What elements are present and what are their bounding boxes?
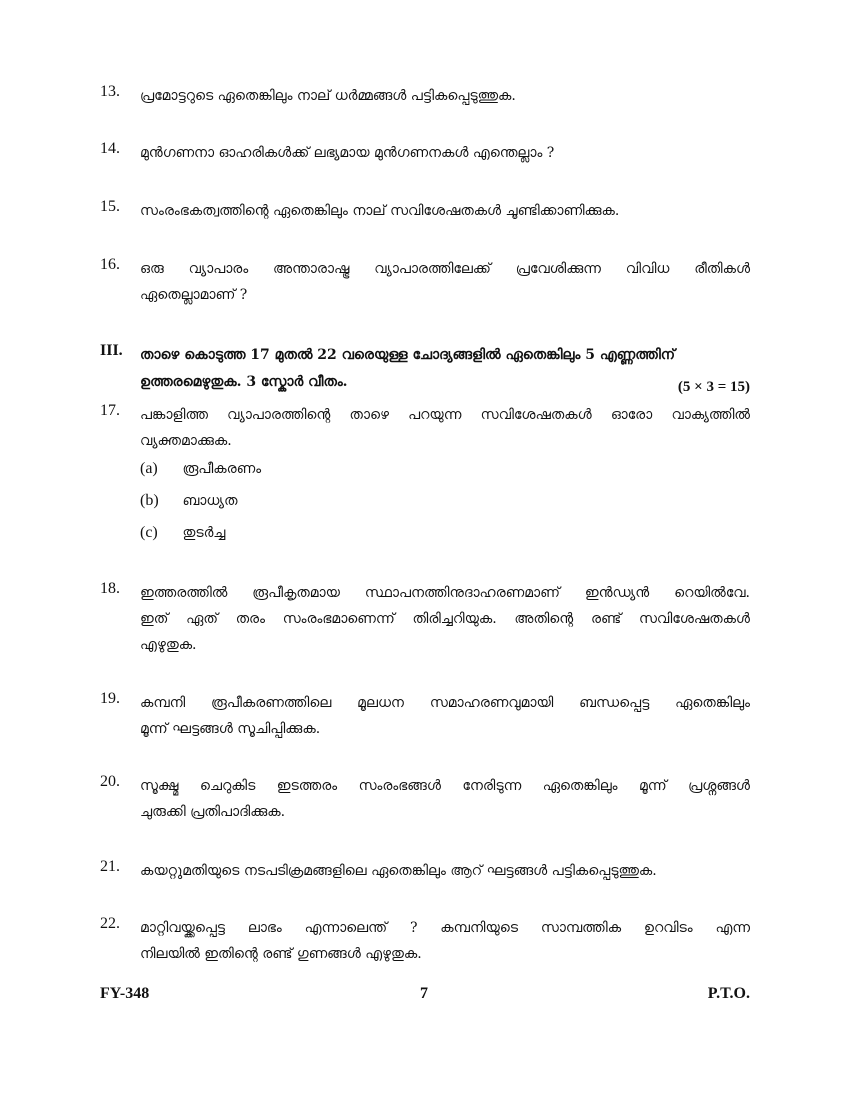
question-13	[100, 83, 750, 109]
question-text-line-1: ഇത്തരത്തിൽ രൂപീകൃതമായ സ്ഥാപനത്തിനുദാഹരണമാണ് ഇൻഡ്യൻ റെയിൽവേ.	[140, 585, 750, 601]
pto-label: P.T.O.	[707, 985, 750, 1002]
question-text-line-3: എഴുതുക.	[140, 637, 197, 653]
question-19	[100, 690, 750, 742]
question-text-line-1: പങ്കാളിത്ത വ്യാപാരത്തിന്റെ താഴെ പറയുന്ന സവിശേഷതകൾ ഓരോ വാക്യത്തിൽ	[140, 407, 750, 423]
question-text-line-2: നിലയിൽ ഇതിന്റെ രണ്ട് ഗുണങ്ങൾ എഴുതുക.	[140, 946, 422, 962]
question-number: 16.	[100, 256, 120, 273]
question-number: 17.	[100, 402, 120, 419]
section-number: III.	[100, 342, 123, 359]
question-text-line-2: മൂന്ന് ഘട്ടങ്ങൾ സൂചിപ്പിക്കുക.	[140, 721, 321, 737]
question-text: പ്രമോട്ടറുടെ ഏതെങ്കിലും നാല് ധർമ്മങ്ങൾ പട്ടികപ്പെടുത്തുക.	[140, 88, 516, 104]
section-marks: (5 × 3 = 15)	[677, 379, 750, 395]
question-text-line-1: ഒരു വ്യാപാരം അന്താരാഷ്ട്ര വ്യാപാരത്തിലേക്ക് പ്രവേശിക്കുന്ന വിവിധ രീതികൾ	[140, 261, 750, 277]
question-number: 19.	[100, 690, 120, 707]
question-14	[100, 140, 750, 166]
question-number: 18.	[100, 580, 120, 597]
question-16	[100, 256, 750, 308]
option-text: രൂപീകരണം	[182, 461, 262, 477]
option-b	[140, 492, 237, 510]
paper-code: FY-348	[100, 985, 150, 1002]
question-text: സംരംഭകത്വത്തിന്റെ ഏതെങ്കിലും നാല് സവിശേഷതകൾ ചൂണ്ടിക്കാണിക്കുക.	[140, 203, 620, 219]
question-number: 20.	[100, 773, 120, 790]
question-text: മുൻഗണനാ ഓഹരികൾക്ക് ലഭ്യമായ മുൻഗണനകൾ എന്തെല്ലാം ?	[140, 145, 555, 161]
option-text: ബാധ്യത	[182, 493, 238, 509]
question-18	[100, 580, 750, 658]
option-a	[140, 460, 261, 478]
question-number: 13.	[100, 83, 120, 100]
option-label: (a)	[140, 460, 158, 477]
question-text-line-2: ഏതെല്ലാമാണ് ?	[140, 287, 248, 303]
question-text-line-1: കമ്പനി രൂപീകരണത്തിലെ മൂലധന സമാഹരണവുമായി ബന്ധപ്പെട്ട ഏതെങ്കിലും	[140, 695, 750, 711]
section-instruction-line-2: ഉത്തരമെഴുതുക. 3 സ്കോർ വീതം.	[140, 374, 348, 390]
question-number: 15.	[100, 198, 120, 215]
question-20	[100, 773, 750, 825]
question-text-line-2: ചുരുക്കി പ്രതിപാദിക്കുക.	[140, 804, 286, 820]
question-15	[100, 198, 750, 224]
question-text-line-2: ഇത് ഏത് തരം സംരംഭമാണെന്ന് തിരിച്ചറിയുക. അതിന്റെ രണ്ട് സവിശേഷതകൾ	[140, 611, 750, 627]
question-text-line-2: വ്യക്തമാക്കുക.	[140, 433, 232, 449]
question-number: 21.	[100, 858, 120, 875]
section-3-instructions	[100, 342, 750, 396]
question-text-line-1: മാറ്റിവയ്ക്കപ്പെട്ട ലാഭം എന്നാലെന്ത് ? കമ്പനിയുടെ സാമ്പത്തിക ഉറവിടം എന്ന	[140, 920, 750, 936]
option-text: തുടർച്ച	[182, 525, 226, 541]
question-text: കയറ്റുമതിയുടെ നടപടിക്രമങ്ങളിലെ ഏതെങ്കിലും ആറ് ഘട്ടങ്ങൾ പട്ടികപ്പെടുത്തുക.	[140, 863, 657, 879]
option-c	[140, 524, 225, 542]
question-text-line-1: സൂക്ഷ്മ ചെറുകിട ഇടത്തരം സംരംഭങ്ങൾ നേരിടുന്ന ഏതെങ്കിലും മൂന്ന് പ്രശ്നങ്ങൾ	[140, 778, 750, 794]
question-22	[100, 915, 750, 967]
question-17	[100, 402, 750, 454]
question-number: 14.	[100, 140, 120, 157]
option-label: (c)	[140, 524, 158, 541]
option-label: (b)	[140, 492, 159, 509]
section-instruction-line-1: താഴെ കൊടുത്ത 17 മുതൽ 22 വരെയുള്ള ചോദ്യങ്ങളിൽ ഏതെങ്കിലും 5 എണ്ണത്തിന്	[140, 347, 675, 363]
page-number: 7	[420, 985, 428, 1002]
question-number: 22.	[100, 915, 120, 932]
question-21	[100, 858, 750, 884]
